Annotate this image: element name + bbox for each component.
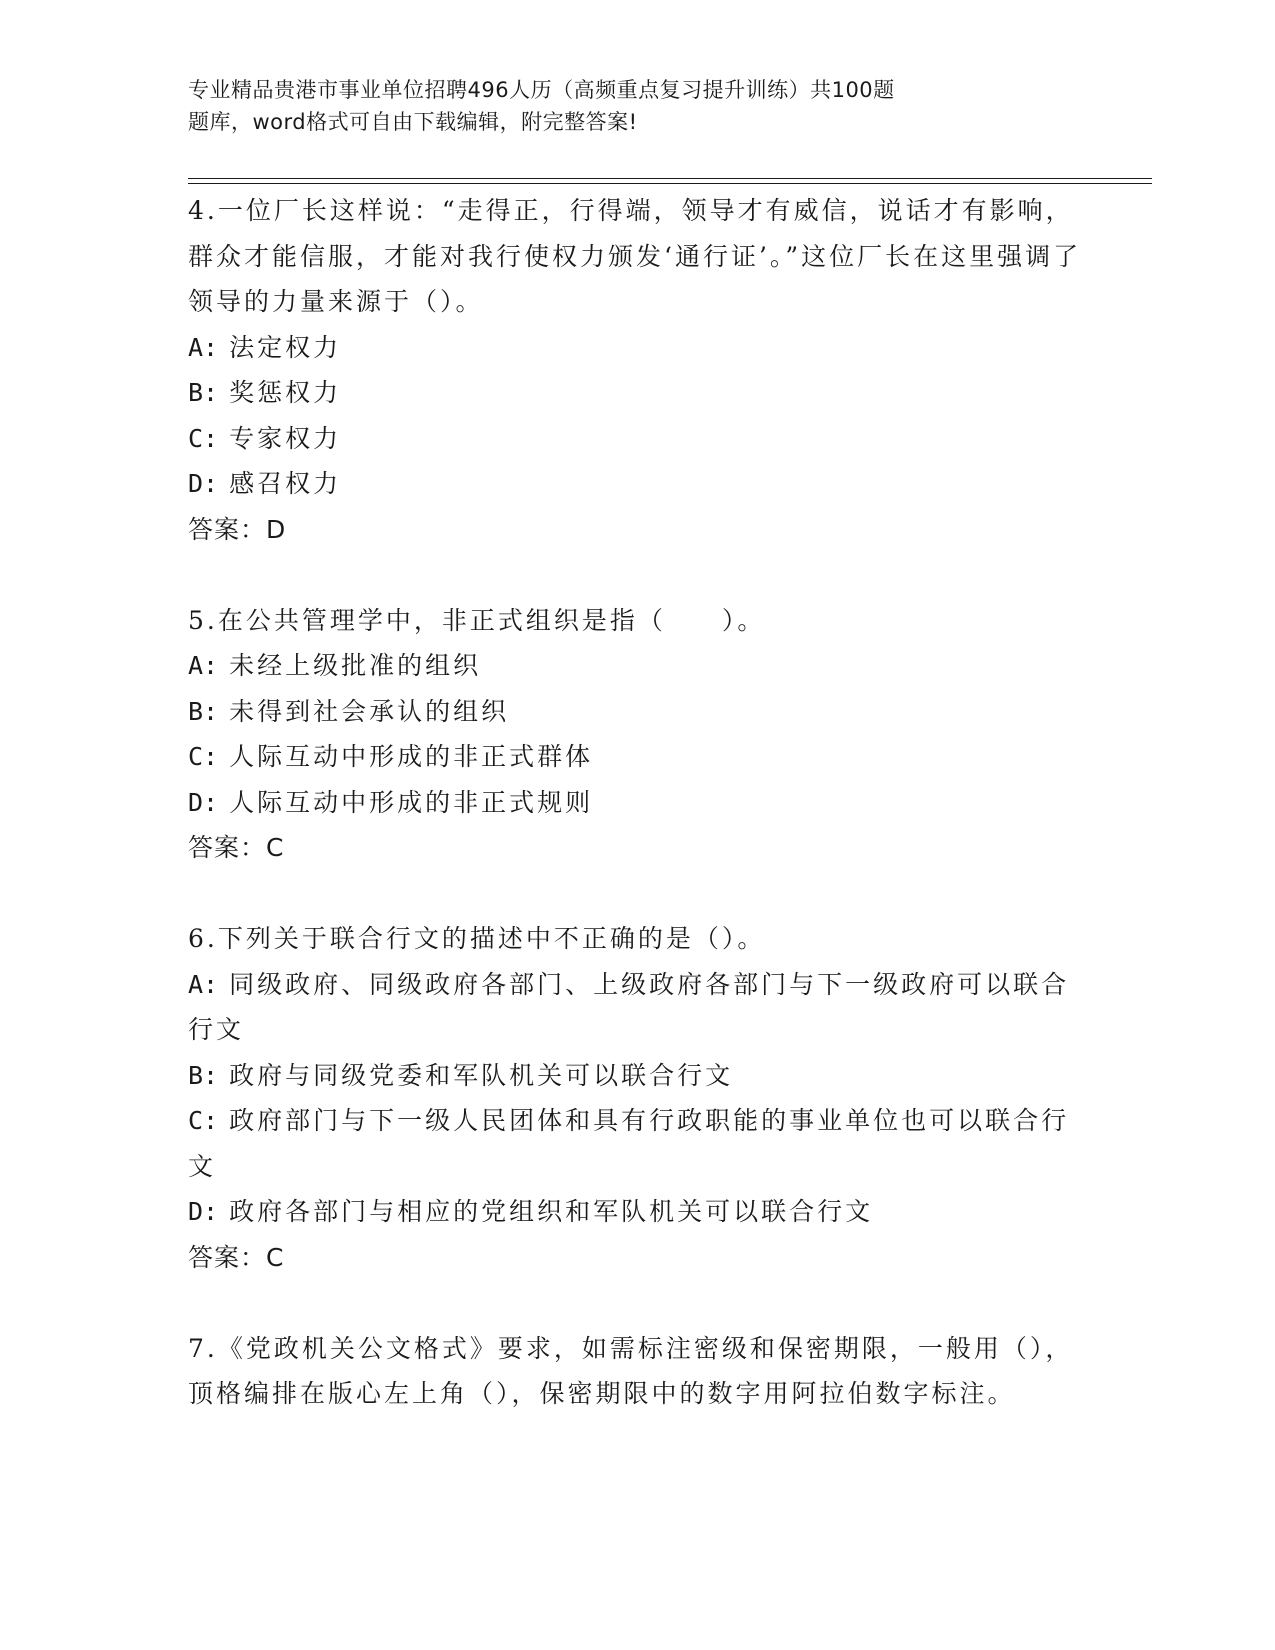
question-5: [188, 598, 1088, 871]
question-stem: 6.下列关于联合行文的描述中不正确的是（）。: [188, 924, 766, 953]
option-text: 未得到社会承认的组织: [229, 696, 510, 726]
header-title-line-1: 专业精品贵港市事业单位招聘496人历（高频重点复习提升训练）共100题: [188, 78, 895, 102]
option-letter: D:: [188, 787, 219, 817]
answer-line: 答案：C: [188, 1242, 285, 1272]
header-divider-bottom: [188, 183, 1152, 184]
option-a: [188, 325, 1088, 371]
option-letter: D:: [188, 469, 219, 498]
option-a: [188, 962, 1088, 1053]
option-text: 专家权力: [229, 423, 342, 453]
option-a: [188, 643, 1088, 689]
option-d: [188, 461, 1088, 507]
option-d: [188, 1189, 1088, 1235]
option-letter: C:: [188, 1106, 219, 1135]
question-list: [188, 188, 1088, 1462]
option-text: 法定权力: [229, 332, 342, 362]
option-b: [188, 1053, 1088, 1099]
option-text: 未经上级批准的组织: [229, 651, 482, 680]
option-c: [188, 734, 1088, 780]
header-title-line-2: 题库，word格式可自由下载编辑，附完整答案!: [188, 110, 638, 134]
option-text: 奖惩权力: [229, 378, 342, 407]
option-letter: A:: [188, 651, 219, 680]
answer-line: 答案：C: [188, 833, 285, 862]
option-text: 感召权力: [229, 469, 342, 498]
header-divider-top: [188, 178, 1152, 179]
option-text: 人际互动中形成的非正式群体: [229, 742, 594, 771]
option-letter: A:: [188, 969, 219, 999]
option-letter: B:: [188, 1060, 219, 1090]
option-text: 政府各部门与相应的党组织和军队机关可以联合行文: [229, 1197, 874, 1226]
option-b: [188, 370, 1088, 416]
question-stem: 7.《党政机关公文格式》要求，如需标注密级和保密期限，一般用（），顶格编排在版心左上角（），保密期限中的数字用阿拉伯数字标注。: [188, 1333, 1074, 1408]
option-letter: B:: [188, 696, 219, 726]
option-letter: B:: [188, 378, 219, 407]
option-text: 人际互动中形成的非正式规则: [229, 787, 594, 817]
option-text: 政府与同级党委和军队机关可以联合行文: [229, 1060, 734, 1090]
option-text: 同级政府、同级政府各部门、上级政府各部门与下一级政府可以联合行文: [188, 969, 1070, 1044]
question-6: [188, 916, 1088, 1280]
option-letter: C:: [188, 423, 219, 453]
option-letter: A:: [188, 332, 219, 362]
question-stem: 4.一位厂长这样说：“走得正，行得端，领导才有威信，说话才有影响，群众才能信服，才能对我行使权力颁发‘通行证’。”这位厂长在这里强调了领导的力量来源于（）。: [188, 196, 1082, 316]
question-stem: 5.在公共管理学中，非正式组织是指（ ）。: [188, 605, 766, 635]
option-d: [188, 780, 1088, 826]
document-header: [188, 74, 1048, 138]
question-4: [188, 188, 1088, 552]
option-letter: D:: [188, 1197, 219, 1226]
option-c: [188, 1098, 1088, 1189]
option-c: [188, 416, 1088, 462]
option-letter: C:: [188, 742, 219, 771]
answer-line: 答案：D: [188, 514, 287, 544]
question-7: [188, 1326, 1088, 1417]
option-b: [188, 689, 1088, 735]
option-text: 政府部门与下一级人民团体和具有行政职能的事业单位也可以联合行文: [188, 1106, 1070, 1181]
